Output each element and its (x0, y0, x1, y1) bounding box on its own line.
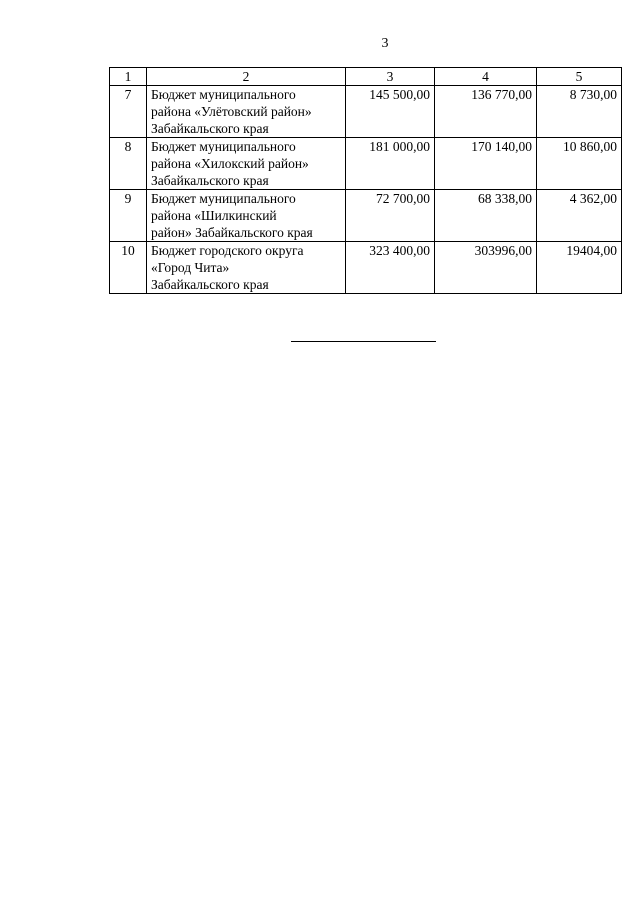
amount-col3: 72 700,00 (346, 190, 435, 242)
amount-col5: 10 860,00 (537, 138, 622, 190)
table-row (110, 242, 622, 294)
recipient-name (147, 86, 346, 138)
budget-table (109, 67, 622, 294)
row-number: 9 (110, 190, 147, 242)
table-row (110, 86, 622, 138)
name-line: района «Улётовский район» (151, 104, 312, 119)
name-line: района «Шилкинский (151, 208, 277, 223)
recipient-name (147, 190, 346, 242)
amount-col3: 145 500,00 (346, 86, 435, 138)
row-number: 8 (110, 138, 147, 190)
page-number: 3 (381, 36, 389, 51)
amount-col4: 170 140,00 (435, 138, 537, 190)
name-line: Бюджет городского округа (151, 243, 304, 258)
row-number: 7 (110, 86, 147, 138)
amount-col4: 136 770,00 (435, 86, 537, 138)
name-line: Забайкальского края (151, 173, 269, 188)
row-number: 10 (110, 242, 147, 294)
name-line: Бюджет муниципального (151, 87, 296, 102)
table-row (110, 190, 622, 242)
header-cell: 1 (110, 68, 147, 86)
recipient-name (147, 242, 346, 294)
amount-col5: 4 362,00 (537, 190, 622, 242)
name-line: Бюджет муниципального (151, 139, 296, 154)
amount-col3: 181 000,00 (346, 138, 435, 190)
end-of-document-rule (291, 341, 436, 342)
name-line: Забайкальского края (151, 121, 269, 136)
header-cell: 2 (147, 68, 346, 86)
header-cell: 4 (435, 68, 537, 86)
amount-col5: 19404,00 (537, 242, 622, 294)
amount-col4: 303996,00 (435, 242, 537, 294)
amount-col4: 68 338,00 (435, 190, 537, 242)
table-header-row (110, 68, 622, 86)
header-cell: 5 (537, 68, 622, 86)
name-line: район» Забайкальского края (151, 225, 313, 240)
name-line: Бюджет муниципального (151, 191, 296, 206)
name-line: Забайкальского края (151, 277, 269, 292)
amount-col5: 8 730,00 (537, 86, 622, 138)
amount-col3: 323 400,00 (346, 242, 435, 294)
header-cell: 3 (346, 68, 435, 86)
recipient-name (147, 138, 346, 190)
table-row (110, 138, 622, 190)
name-line: «Город Чита» (151, 260, 230, 275)
name-line: района «Хилокский район» (151, 156, 309, 171)
